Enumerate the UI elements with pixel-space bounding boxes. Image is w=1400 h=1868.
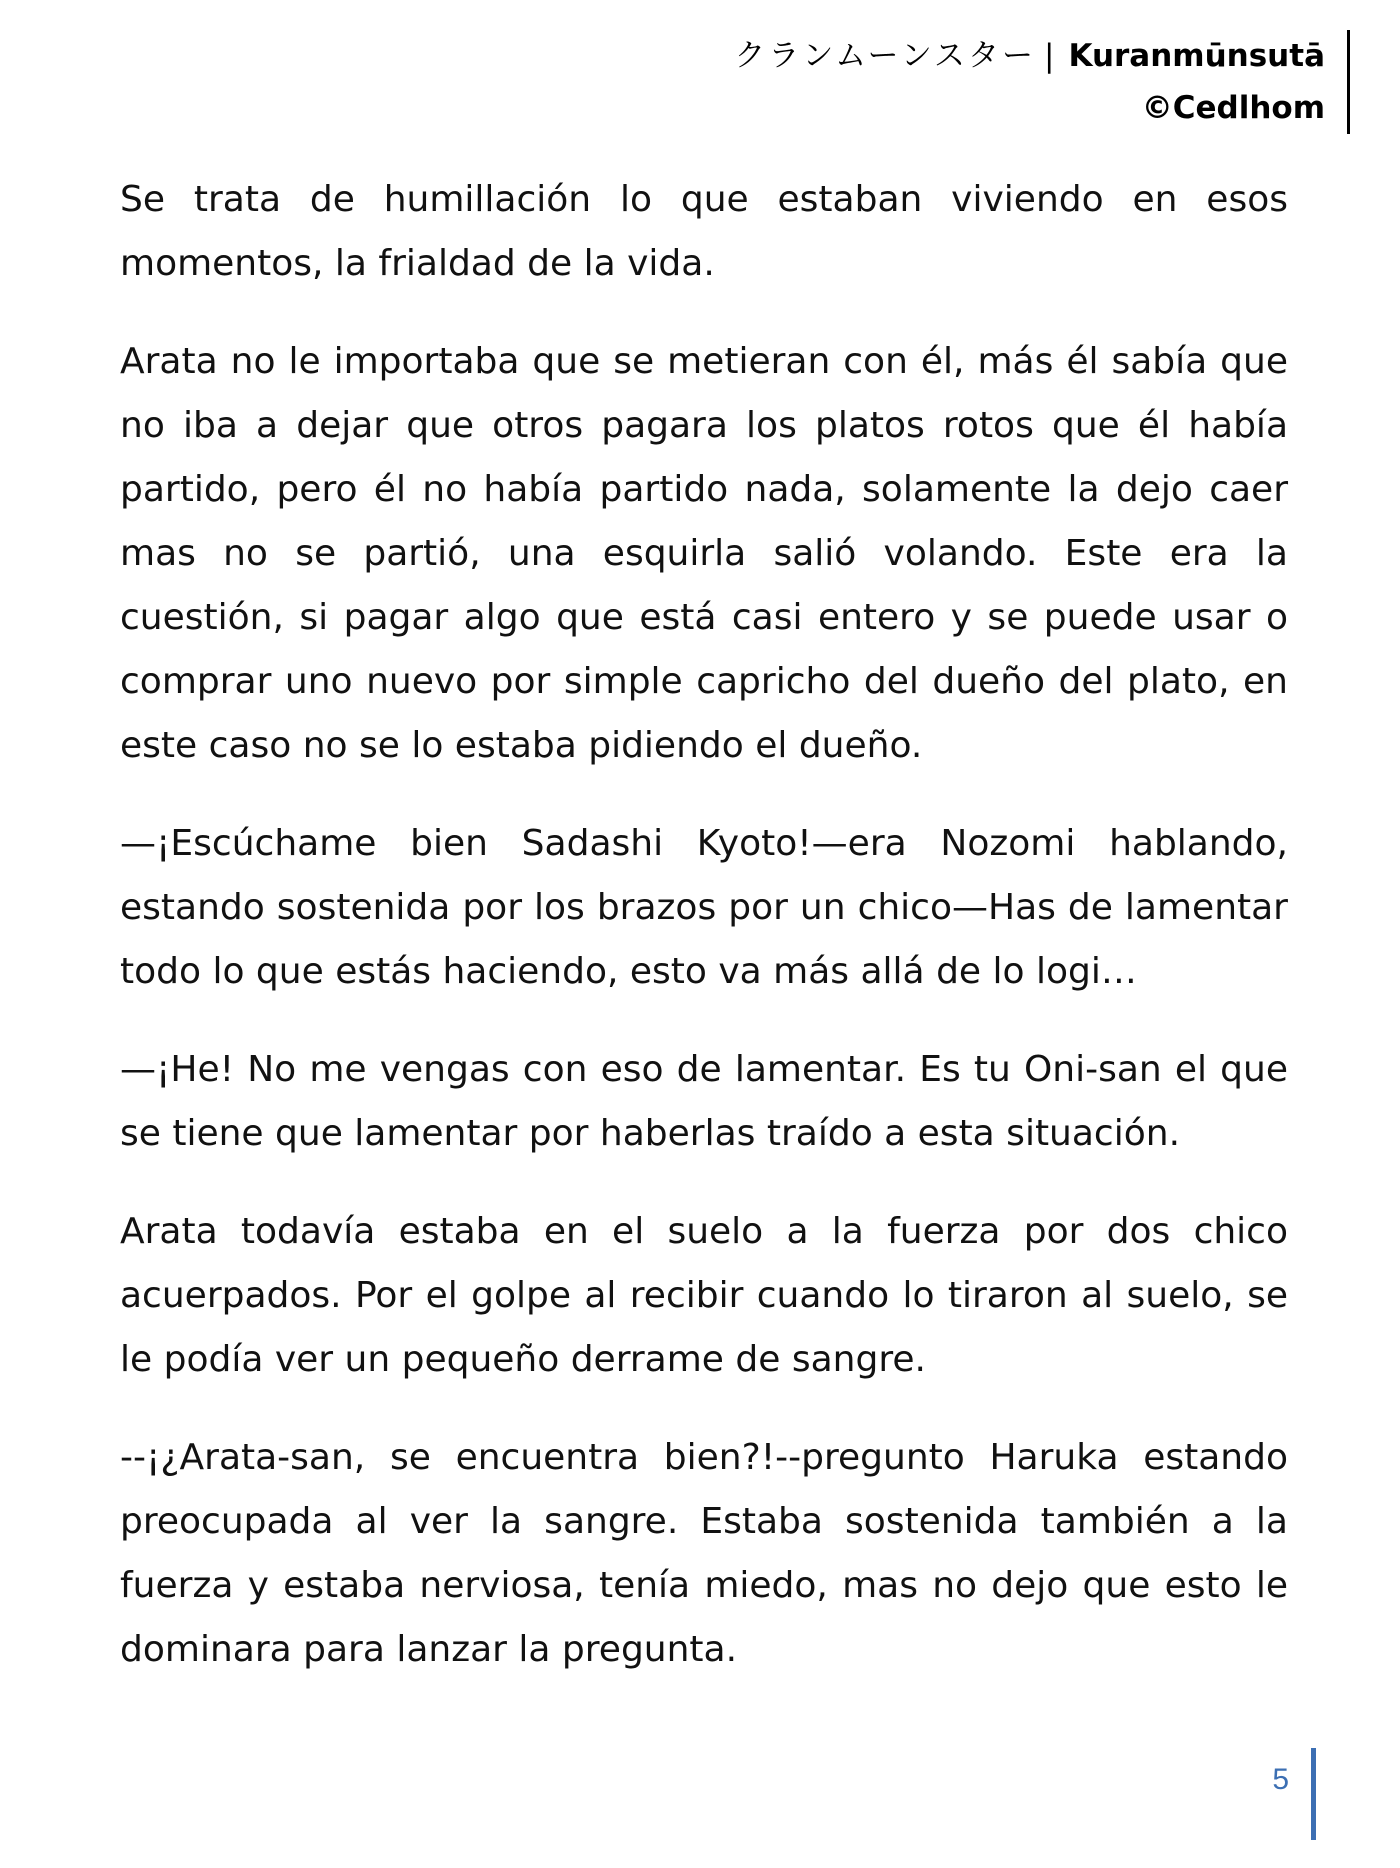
header-romanized-title: Kuranmūnsutā — [1068, 38, 1325, 74]
page-body — [120, 168, 1288, 1716]
page-header — [734, 30, 1350, 134]
header-title-line — [734, 30, 1325, 82]
paragraph: Se trata de humillación lo que estaban viviendo en esos momentos, la frialdad de la vida. — [120, 179, 1288, 284]
paragraph: Arata no le importaba que se metieran con él, más él sabía que no iba a dejar que otros pagara los platos rotos que él había partido, pero él no había partido nada, solamente la dejo caer mas no se partió, una esquirla salió volando. Este era la cuestión, si pagar algo que está casi entero y se puede usar o comprar uno nuevo por simple capricho del dueño del plato, en este caso no se lo estaba pidiendo el dueño. — [120, 341, 1288, 766]
header-separator: | — [1044, 38, 1055, 74]
paragraph: —¡Escúchame bien Sadashi Kyoto!—era Nozomi hablando, estando sostenida por los brazos por un chico—Has de lamentar todo lo que estás haciendo, esto va más allá de lo logi… — [120, 823, 1288, 992]
paragraph: —¡He! No me vengas con eso de lamentar. Es tu Oni-san el que se tiene que lamentar por haberlas traído a esta situación. — [120, 1049, 1288, 1154]
page-number: 5 — [1272, 1748, 1316, 1840]
header-japanese-title: クランムーンスター — [734, 38, 1037, 74]
paragraph: Arata todavía estaba en el suelo a la fuerza por dos chico acuerpados. Por el golpe al recibir cuando lo tiraron al suelo, se le podía ver un pequeño derrame de sangre. — [120, 1211, 1288, 1380]
header-copyright: ©Cedlhom — [1141, 90, 1325, 126]
paragraph: --¡¿Arata-san, se encuentra bien?!--pregunto Haruka estando preocupada al ver la sangre. Estaba sostenida también a la fuerza y estaba nerviosa, tenía miedo, mas no dejo que esto le dominara para lanzar la pregunta. — [120, 1437, 1288, 1670]
